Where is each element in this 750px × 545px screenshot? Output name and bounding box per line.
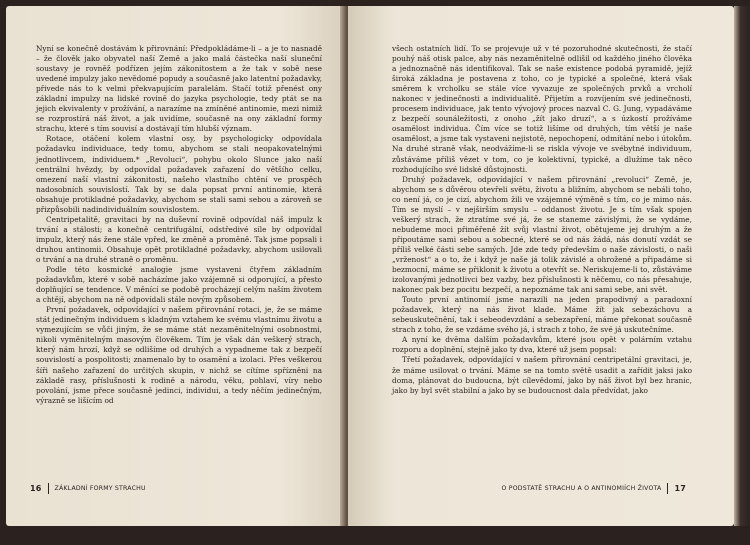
- paragraph: Třetí požadavek, odpovídající v našem přirovnání centripetální gravitaci, je, že máme usilovat o trvání. Máme se na tomto světě usadit a zařídit jaksi jako doma, plánovat do budoucna, být cílevědomí, jako by náš život byl bez hranic, jako by byl svět stabilní a jako by se budoucnost dala předvídat, jako: [392, 355, 692, 395]
- right-page-footer: [502, 483, 686, 494]
- right-page-text: [392, 44, 692, 396]
- paragraph: všech ostatních lidí. To se projevuje už v té pozoruhodné skutečnosti, že stačí pouhý náš otisk palce, aby nás nezaměnitelně odlišil od každého jiného člověka a jednoznačně nás identifikoval. Tak se naše existence podobá pyramidě, jejíž široká základna je postavena z toho, co je typické a společné, která však směrem k vrcholku se stále více vyvazuje ze společných prvků a vrcholí nakonec v jedinečnosti a individualitě. Přijetím a rozvíjením své jedinečnosti, procesem individuace, jak tento vývojový proces nazval C. G. Jung, vypadáváme z bezpečí sounáležitosti, z onoho „žít jako druzí“, a s úzkostí prožíváme osamělost individua. Čím více se totiž lišíme od druhých, tím větší je naše osamělost, a jsme tak vystaveni nejistotě, nepochopení, odmítání nebo i útokům. Na druhé straně však, neodvážíme-li se riskla vývoje ve svébytné individuum, zůstáváme příliš vězet v tom, co je kolektivní, typické, a dlužíme tak něco rozhodujícího své lidské důstojnosti.: [392, 44, 692, 174]
- paragraph: Centripetalitě, gravitaci by na duševní rovině odpovídal náš impulz k trvání a stálosti; a konečně centrifugální, odstředivé síle by odpovídal impulz, který nás žene stále vpřed, ke změně a proměně. Tak jsme popsali i druhou antinomii. Obsahuje opět protikladné požadavky, abychom usilovali o trvání a na druhé straně o proměnu.: [36, 214, 322, 264]
- book-edge: [734, 6, 750, 526]
- paragraph: Touto první antinomií jsme narazili na jeden prapodivný a paradoxní požadavek, který na nás život klade. Máme žít jak sebezáchovu a sebeuskutečnění, tak i sebeodevzdání a sebezapření, máme překonat současně strach z toho, že se vzdáme svého já, i strach z toho, že své já uskutečníme.: [392, 295, 692, 335]
- paragraph: Nyní se konečně dostávám k přirovnání: Předpokládáme-li – a je to nasnadě – že člověk jako obyvatel naší Země a jako malá částečka naší sluneční soustavy je rovněž podřízen jejím zákonitostem a že tak v sobě nese uvedené impulzy jako nevědomé popudy a současně jako latentní požadavky, přivede nás to k velmi překvapujícím paralelám. Stačí totiž přenést ony základní impulzy na lidské rovině do jazyka psychologie, tedy ptát se na jejich ekvivalenty v prožívání, a narazíme na zmíněné antinomie, mezi nimiž se rozprostírá náš život, a jak uvidíme, současně na ony základní formy strachu, které s tím souvisí a dostávají tím hlubší význam.: [36, 44, 322, 134]
- paragraph: Rotace, otáčení kolem vlastní osy, by psychologicky odpovídala požadavku individuace, tedy tomu, abychom se stali neopakovatelnými jednotlivcem, individuem.* „Revoluci“, pohybu okolo Slunce jako naší centrální hvězdy, by odpovídal požadavek zařazení do většího celku, omezení naší vlastní zákonitosti, našeho vlastního chtění ve prospěch nadosobních souvislostí. Tak by se dala popsat první antinomie, která obsahuje protikladné požadavky, abychom se stali sami sebou a zároveň se přizpůsobili nadindividuálním souvislostem.: [36, 134, 322, 214]
- paragraph: První požadavek, odpovídající v našem přirovnání rotaci, je, že se máme stát jedinečným individuem s kladným vztahem ke svému vlastnímu životu a vymezujícím se vůči jiným, že se máme stát nezaměnitelnými osobnostmi, nikoli vyměnitelným masovým člověkem. Tím je však dán veškerý strach, který nám hrozí, když se odlišíme od druhých a vypadneme tak z bezpečí souvislostí a pospolitosti; znamenalo by to osamění a izolaci. Přes veškerou šíři našeho zařazení do určitých skupin, v nichž se cítíme spřízněni na základě rasy, příslušnosti k rodině a národu, věku, pohlaví, víry nebo povolání, jsme přece současně jedinci, individui, a tedy něčím jedinečným, výrazně se lišícím od: [36, 305, 322, 405]
- left-page: [6, 6, 346, 526]
- running-title: O PODSTATĚ STRACHU A O ANTINOMIÍCH ŽIVOTA: [501, 485, 662, 492]
- left-page-text: [36, 44, 322, 406]
- footer-divider: [48, 483, 49, 494]
- page-number: 16: [30, 484, 42, 493]
- paragraph: A nyní ke dvěma dalším požadavkům, které jsou opět v polárním vztahu rozporu a doplnění, stejně jako ty dva, které už jsem popsal:: [392, 335, 692, 355]
- footer-divider: [667, 483, 668, 494]
- page-number: 17: [674, 484, 686, 493]
- paragraph: Podle této kosmické analogie jsme vystaveni čtyřem základním požadavkům, které v sobě nacházíme jako vzájemně si odporující, a přesto doplňující se tendence. V měnící se podobě procházejí celým naším životem a chtějí, abychom na ně odpovídali stále novým způsobem.: [36, 265, 322, 305]
- running-title: ZÁKLADNÍ FORMY STRACHU: [54, 485, 146, 492]
- paragraph: Druhý požadavek, odpovídající v našem přirovnání „revoluci“ Země, je, abychom se s důvěrou otevřeli světu, životu a bližním, abychom se nebáli toho, co není já, co je cizí, abychom žili ve vzájemné výměně s tím, co je mimo nás. Tím se myslí – v nejširším smyslu – oddanost životu. Je s tím však spojen veškerý strach, že ztratíme své já, že se staneme závislými, že se vydáme, nebudeme moci přiměřeně žít svůj vlastní život, obětujeme jej druhým a že připoutáme sami sebou a sobecné, které se od nás žádá, nás donutí vzdát se příliš velké části sebe samých. Jde zde tedy především o naše závislosti, o naši „vrženost“ a o to, že i když je naše já tolik závislé a ohrožené a připadáme si bezmocní, máme se přiklonit k životu a otevřít se. Neriskujeme-li to, zůstáváme izolovanými jednotlivci bez vazby, bez příslušnosti k něčemu, co nás přesahuje, nakonec pak bez pocitu bezpečí, a nepoznáme tak ani sami sebe, ani svět.: [392, 174, 692, 295]
- right-page: [348, 6, 734, 526]
- left-page-footer: [30, 483, 146, 494]
